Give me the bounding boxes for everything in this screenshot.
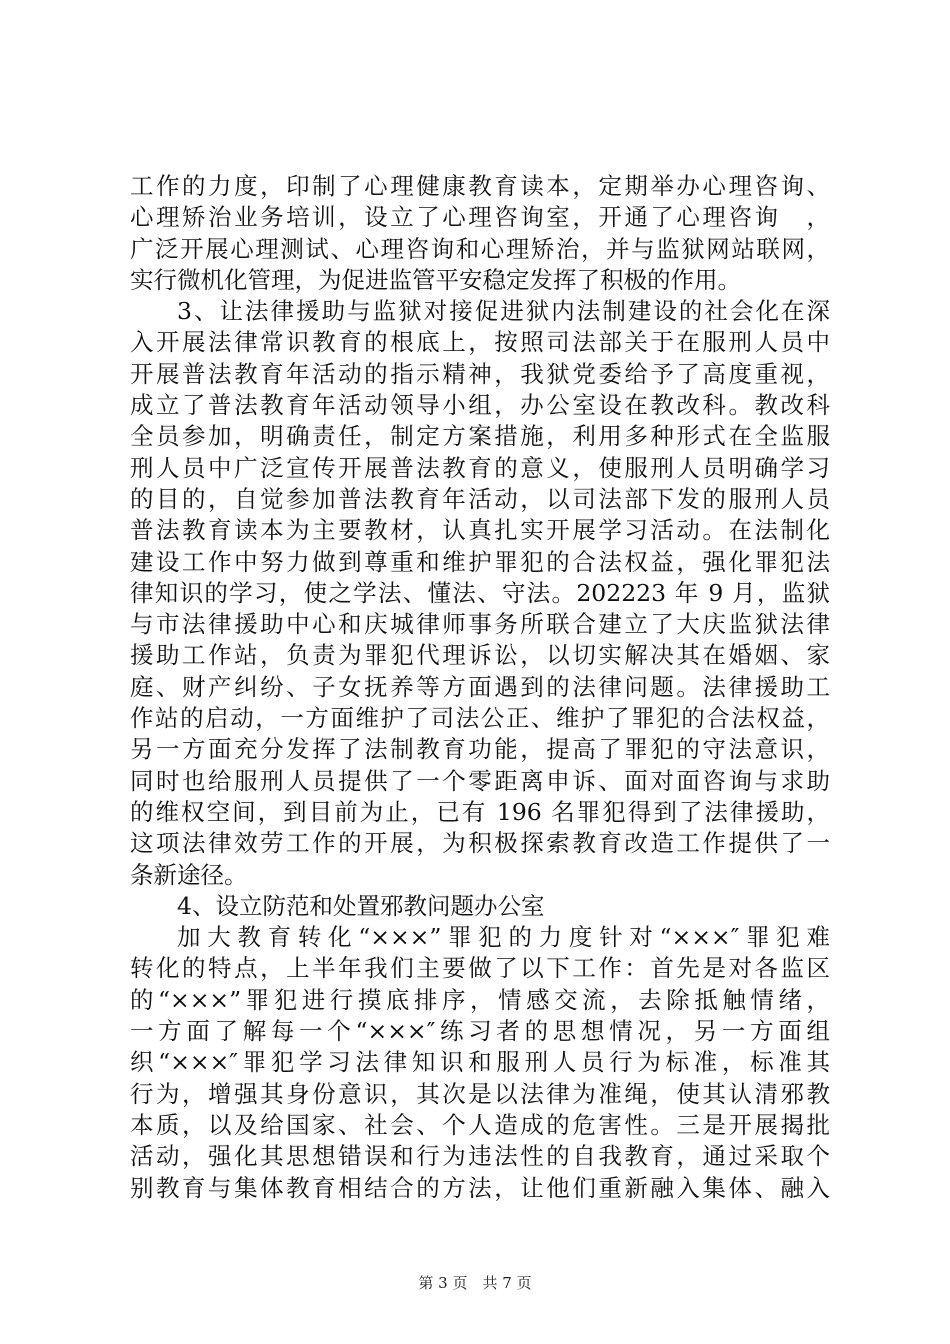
text-line: 加大教育转化“×××”罪犯的力度针对“×××″罪犯难 xyxy=(177,923,830,952)
text-line: 开展普法教育年活动的指示精神，我狱党委给予了高度重视， xyxy=(130,359,830,388)
text-line: 广泛开展心理测试、心理咨询和心理矫治，并与监狱网站联网， xyxy=(130,234,830,263)
text-line: 刑人员中广泛宣传开展普法教育的意义，使服刑人员明确学习 xyxy=(130,453,830,482)
section-heading-line: 3、让法律援助与监狱对接促进狱内法制建设的社会化在深 xyxy=(177,297,830,326)
text-line: 转化的特点，上半年我们主要做了以下工作：首先是对各监区 xyxy=(130,954,830,983)
section-heading-line: 4、设立防范和处置邪教问题办公室 xyxy=(177,891,545,920)
text-line: 另一方面充分发挥了法制教育功能，提高了罪犯的守法意识， xyxy=(130,735,830,764)
text-line: 本质，以及给国家、社会、个人造成的危害性。三是开展揭批 xyxy=(130,1110,830,1139)
text-line: 的维权空间，到目前为止，已有 196 名罪犯得到了法律援助， xyxy=(130,797,830,826)
body-text xyxy=(130,171,830,1204)
text-line: 实行微机化管理，为促进监管平安稳定发挥了积极的作用。 xyxy=(130,265,741,294)
text-line: 与市法律援助中心和庆城律师事务所联合建立了大庆监狱法律 xyxy=(130,610,830,639)
text-line: 作站的启动，一方面维护了司法公正、维护了罪犯的合法权益， xyxy=(130,704,830,733)
text-line: 活动，强化其思想错误和行为违法性的自我教育，通过采取个 xyxy=(130,1142,830,1171)
text-line: 工作的力度，印制了心理健康教育读本，定期举办心理咨询、 xyxy=(130,172,830,200)
text-line: 普法教育读本为主要教材，认真扎实开展学习活动。在法制化 xyxy=(130,516,830,545)
text-line: 建设工作中努力做到尊重和维护罪犯的合法权益，强化罪犯法 xyxy=(130,547,830,576)
text-line: 的目的，自觉参加普法教育年活动，以司法部下发的服刑人员 xyxy=(130,484,830,513)
text-line: 别教育与集体教育相结合的方法，让他们重新融入集体、融入 xyxy=(130,1173,830,1202)
text-line: 全员参加，明确责任，制定方案措施，利用多种形式在全监服 xyxy=(130,422,830,451)
text-line: 律知识的学习，使之学法、懂法、守法。202223 年 9 月，监狱 xyxy=(130,578,830,607)
text-line: 的“×××”罪犯进行摸底排序，情感交流，去除抵触情绪， xyxy=(130,985,830,1014)
text-line: 援助工作站，负责为罪犯代理诉讼，以切实解决其在婚姻、家 xyxy=(130,641,830,670)
text-line: 同时也给服刑人员提供了一个零距离申诉、面对面咨询与求助 xyxy=(130,766,830,795)
text-line: 行为，增强其身份意识，其次是以法律为准绳，使其认清邪教 xyxy=(130,1079,830,1108)
text-line: 这项法律效劳工作的开展，为积极探索教育改造工作提供了一 xyxy=(130,829,830,858)
text-line: 成立了普法教育年活动领导小组，办公室设在教改科。教改科 xyxy=(130,391,830,420)
text-line: 一方面了解每一个“×××″练习者的思想情况，另一方面组 xyxy=(130,1017,830,1046)
text-line: 入开展法律常识教育的根底上，按照司法部关于在服刑人员中 xyxy=(130,328,830,357)
text-line: 庭、财产纠纷、子女抚养等方面遇到的法律问题。法律援助工 xyxy=(130,672,830,701)
page-number-footer: 第 3 页 共 7 页 xyxy=(418,1274,532,1292)
text-line: 织“×××″罪犯学习法律知识和服刑人员行为标准，标准其 xyxy=(130,1048,830,1077)
text-line: 条新途径。 xyxy=(130,860,248,889)
text-line: 心理矫治业务培训，设立了心理咨询室，开通了心理咨询 ， xyxy=(130,203,830,232)
